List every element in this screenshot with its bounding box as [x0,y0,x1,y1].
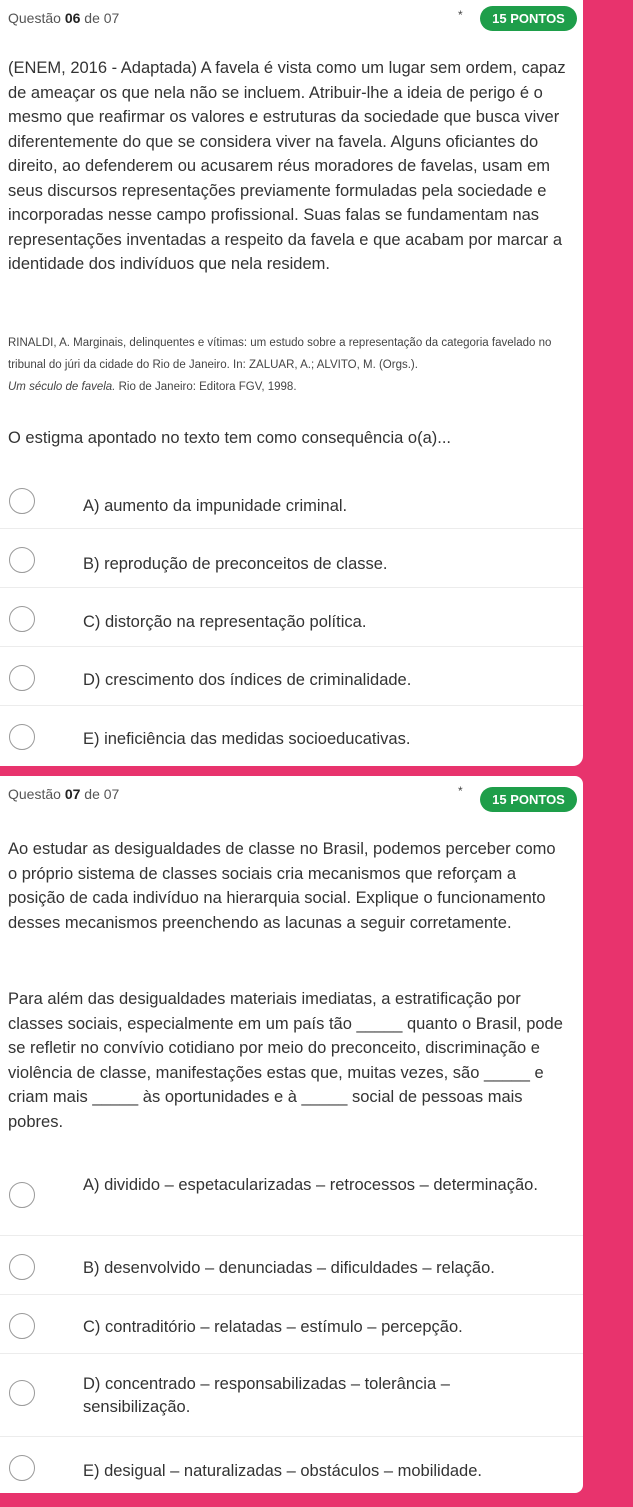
option-d[interactable] [0,1354,583,1437]
reference-title: Um século de favela. [8,381,116,393]
question-card-07 [0,776,583,1493]
option-label: E) ineficiência das medidas socioeducativas. [83,730,411,748]
question-text: Ao estudar as desigualdades de classe no Brasil, podemos perceber como o próprio sistema de classes sociais cria mecanismos que reforçam a posição de cada indivíduo na hierarquia social. Explique o funcionamento desses mecanismos preenchendo as lacunas a seguir corretamente. [8,840,556,932]
option-label: C) contraditório – relatadas – estímulo – percepção. [83,1318,463,1336]
option-label: D) concentrado – responsabilizadas – tolerância – sensibilização. [83,1375,450,1416]
radio-button[interactable] [9,1313,35,1339]
option-a[interactable] [0,1156,583,1236]
option-b[interactable] [0,1236,583,1295]
question-label: Questão [8,786,61,802]
question-prompt: O estigma apontado no texto tem como consequência o(a)... [8,429,452,447]
option-label: A) dividido – espetacularizadas – retrocessos – determinação. [83,1176,538,1194]
option-d[interactable] [0,647,583,706]
option-label: B) reprodução de preconceitos de classe. [83,555,388,573]
option-label: E) desigual – naturalizadas – obstáculos – mobilidade. [83,1462,482,1480]
required-asterisk: * [458,784,463,798]
option-label: D) crescimento dos índices de criminalidade. [83,671,412,689]
reference-citation [8,332,573,398]
option-c[interactable] [0,1295,583,1354]
radio-button[interactable] [9,1455,35,1481]
radio-button[interactable] [9,606,35,632]
option-b[interactable] [0,529,583,588]
question-card-06 [0,0,583,766]
radio-button[interactable] [9,724,35,750]
question-text: (ENEM, 2016 - Adaptada) A favela é vista como um lugar sem ordem, capaz de ameaçar os que nela não se incluem. Atribuir-lhe a ideia de perigo é o mesmo que reafirmar os valores e estruturas da sociedade que busca viver diferentemente do que se considera viver na favela. Alguns oficiantes do direito, ao defenderem ou acusarem réus moradores de favelas, usam em seus discursos representações previamente formuladas pela sociedade e incorporadas nesse campo profissional. Suas falas se fundamentam nas representações inventadas a respeito da favela e que acabam por marcar a identidade dos indivíduos que nela residem. [8,59,566,273]
option-label: C) distorção na representação política. [83,613,367,631]
option-c[interactable] [0,588,583,647]
radio-button[interactable] [9,665,35,691]
radio-button[interactable] [9,1254,35,1280]
question-total: de 07 [84,786,120,802]
question-total: de 07 [84,10,120,26]
required-asterisk: * [458,8,463,22]
option-e[interactable] [0,706,583,766]
radio-button[interactable] [9,488,35,514]
question-number: 06 [64,10,81,26]
question-number: 07 [64,786,81,802]
question-header [8,10,119,26]
question-header [8,786,119,802]
option-a[interactable] [0,470,583,529]
points-badge: 15 PONTOS [480,6,577,31]
reference-tail: Rio de Janeiro: Editora FGV, 1998. [115,381,297,393]
reference-main: RINALDI, A. Marginais, delinquentes e vítimas: um estudo sobre a representação da categoria favelado no tribunal do júri da cidade do Rio de Janeiro. In: ZALUAR, A.; ALVITO, M. (Orgs.). [8,337,552,371]
radio-button[interactable] [9,1380,35,1406]
fill-in-text: Para além das desigualdades materiais imediatas, a estratificação por classes sociais, especialmente em um país tão _____ quanto o Brasil, pode se refletir no convívio cotidiano por meio do preconceito, discriminação e violência de classe, manifestações estas que, muitas vezes, são _____ e criam mais _____ às oportunidades e à _____ social de pessoas mais pobres. [8,990,563,1131]
points-badge: 15 PONTOS [480,787,577,812]
radio-button[interactable] [9,547,35,573]
question-label: Questão [8,10,61,26]
option-e[interactable] [0,1437,583,1493]
radio-button[interactable] [9,1182,35,1208]
option-label: B) desenvolvido – denunciadas – dificuldades – relação. [83,1259,495,1277]
option-label: A) aumento da impunidade criminal. [83,497,348,515]
